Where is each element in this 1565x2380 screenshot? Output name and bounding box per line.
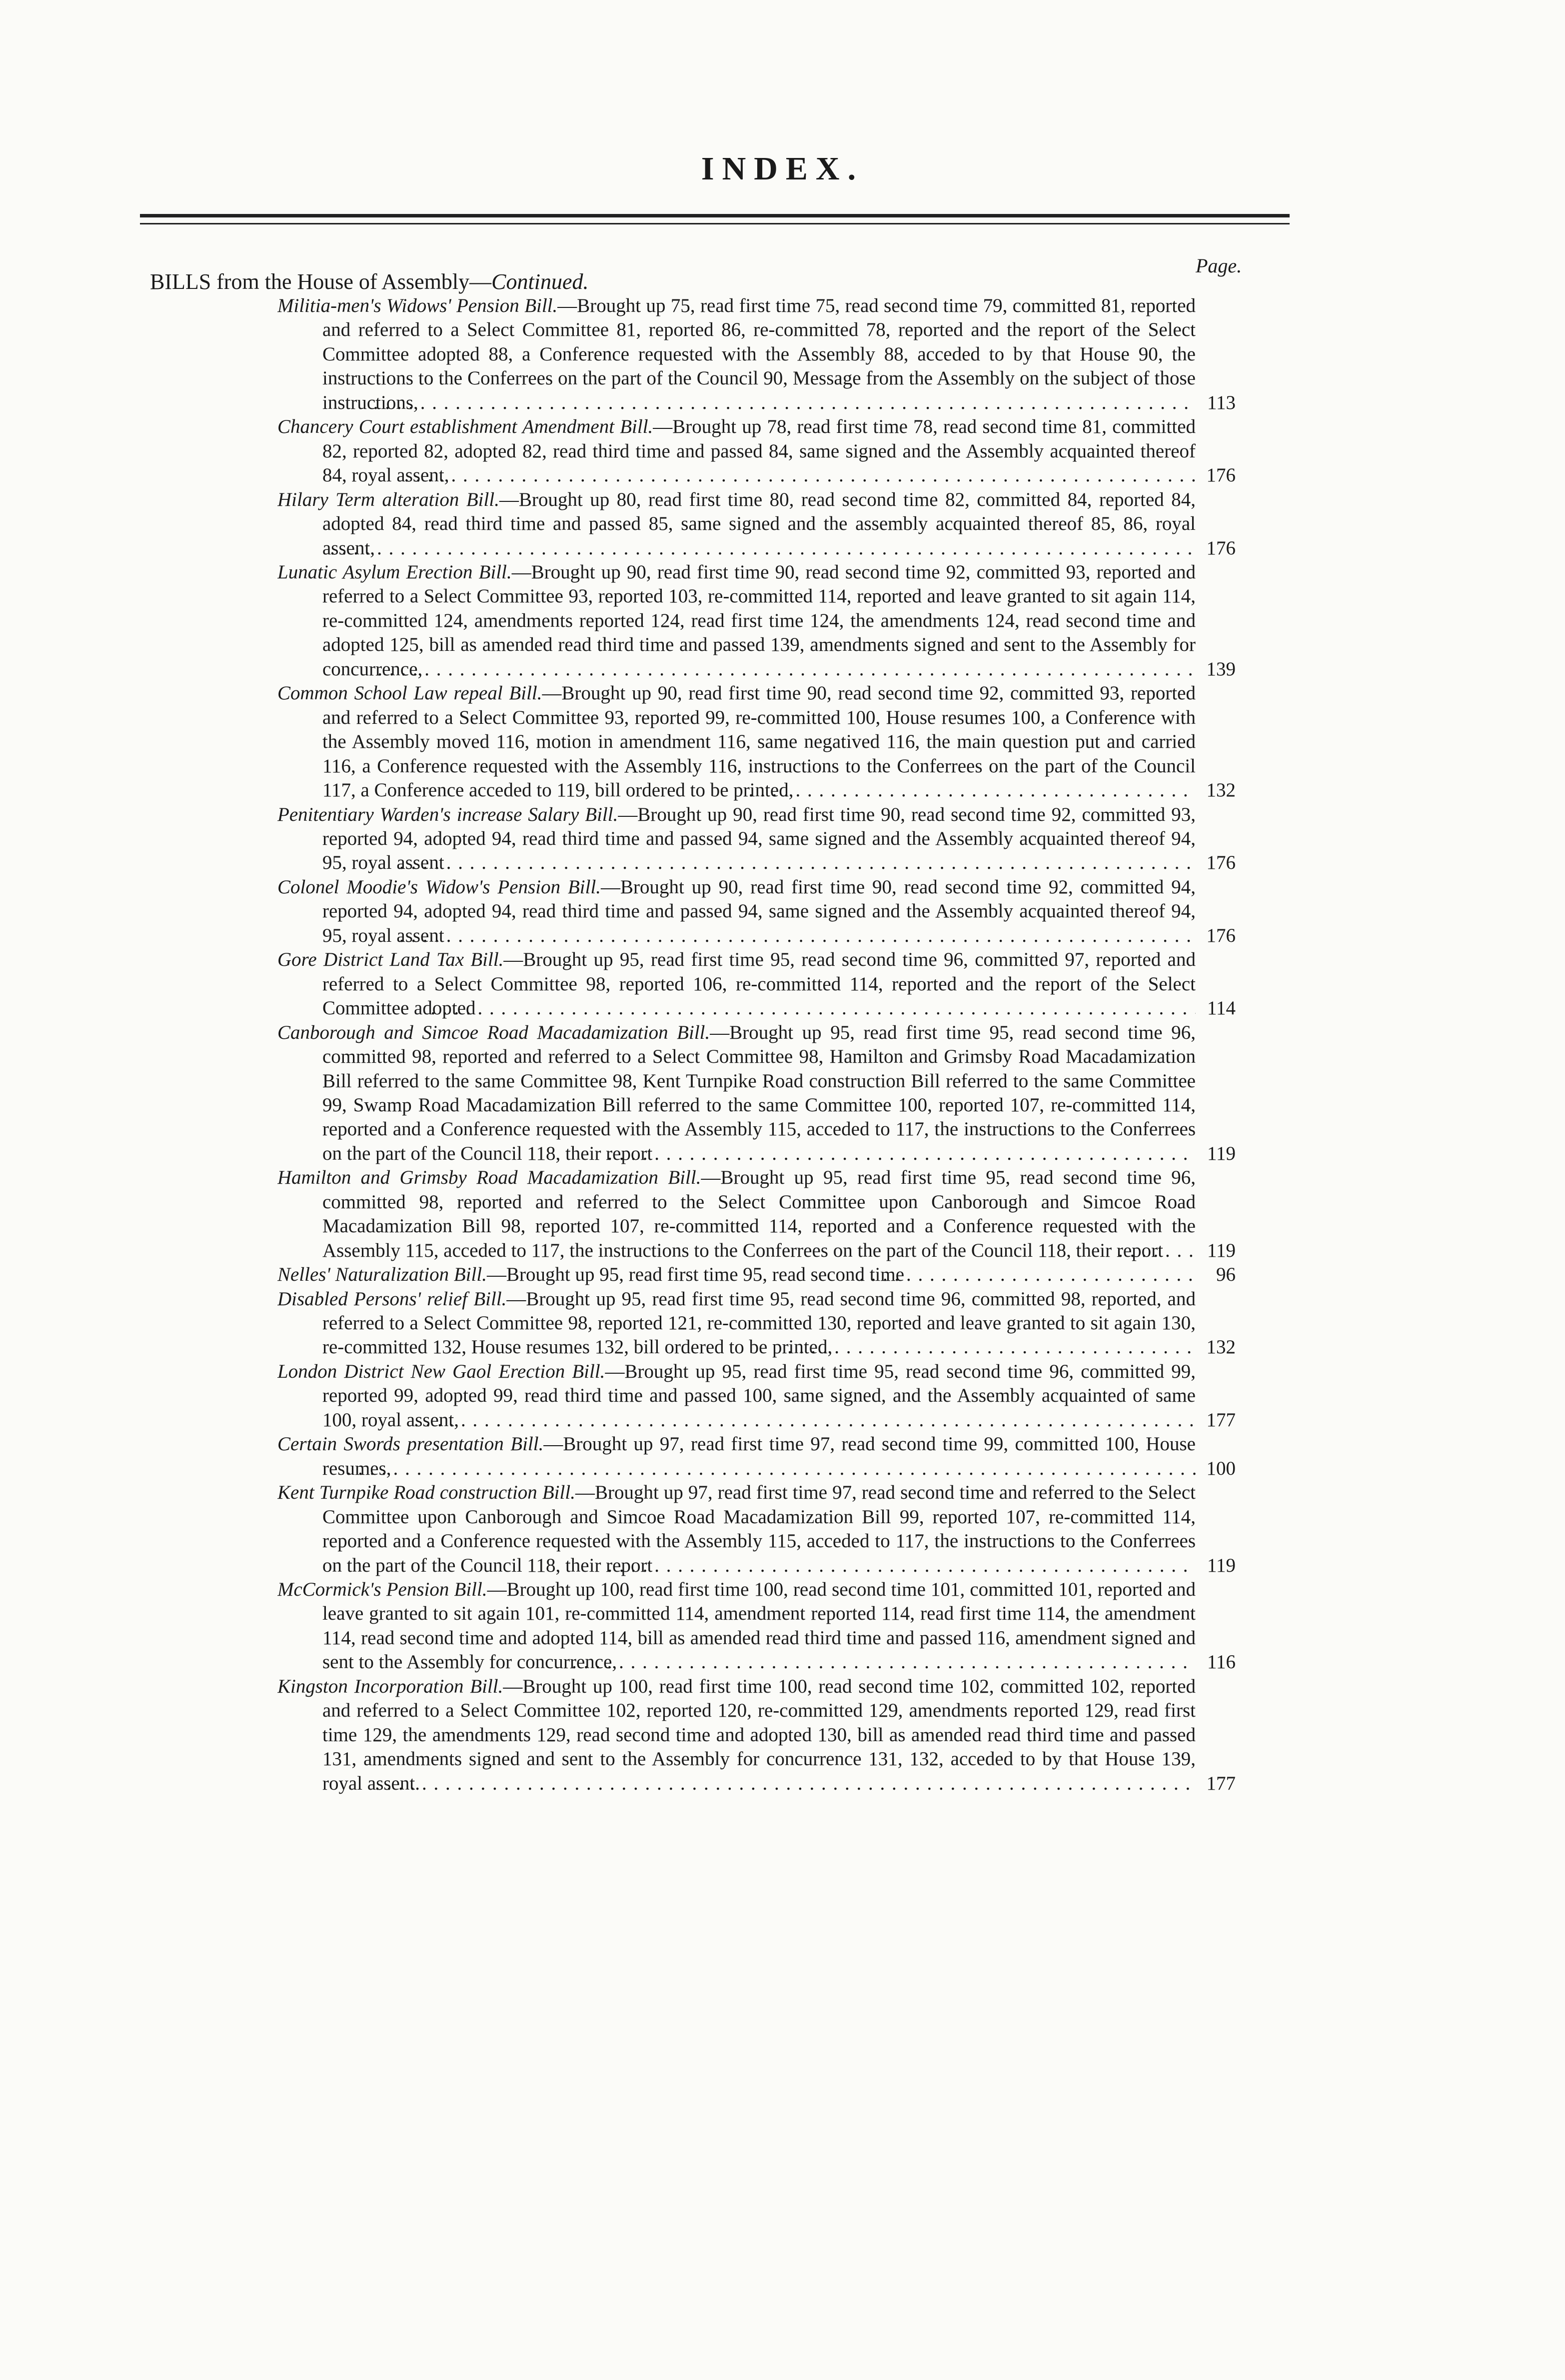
entry-details: —Brought up 97, read first time 97, read second time 99, committed 100, House resumes, [322,1433,1196,1479]
entry-details: —Brought up 90, read first time 90, read second time 92, committed 93, reported and referred to a Select Committee 93, reported 99, re-committed 100, House resumes 100, a Conference with the Assembly moved 116, motion in amendment 116, same negatived 116, the main question put and carried 116, a Conference requested with the Assembly 116, instructions to the Conferrees on the part of the Council 117, a Conference acceded to 119, bill ordered to be printed, [322,682,1196,801]
entry-text [277,560,1196,681]
entry-title: Colonel Moodie's Widow's Pension Bill. [277,876,601,898]
entry-details: —Brought up 80, read first time 80, read second time 82, committed 84, reported 84, adopted 84, read third time and passed 85, same signed and the assembly acquainted thereof 85, 86, royal assent, [322,488,1196,559]
index-entry [277,1481,1236,1578]
index-entry [277,1263,1236,1287]
entry-page-number: 116 [1207,1651,1236,1673]
entry-text [277,1481,1196,1578]
header-rule-thick [140,214,1290,217]
entry-page-number: 100 [1206,1457,1236,1479]
entry-text [277,1432,1196,1481]
entry-text [277,803,1196,875]
entry-page-number: 177 [1206,1772,1236,1794]
entry-title: Common School Law repeal Bill. [277,682,542,704]
entry-title: Kingston Incorporation Bill. [277,1675,503,1697]
entry-title: Militia-men's Widows' Pension Bill. [277,295,558,316]
section-heading [150,269,589,294]
entry-page-number: 119 [1207,1554,1236,1576]
index-entry [277,488,1236,560]
entry-title: Nelles' Naturalization Bill. [277,1264,487,1286]
entry-title: Kent Turnpike Road construction Bill. [277,1482,575,1504]
index-entry [277,560,1236,681]
entry-title: McCormick's Pension Bill. [277,1579,487,1601]
entry-title: Hamilton and Grimsby Road Macadamization Bill. [277,1167,701,1189]
entry-details: —Brought up 95, read first time 95, read second time 96, committed 98, reported and referred to a Select Committee 98, Hamilton and Grimsby Road Macadamization Bill referred to the same Committee 98, Kent Turnpike Road construction Bill referred to the same Committee 99, Swamp Road Macadamization Bill referred to the same Committee 100, reported 107, re-committed 114, reported and a Conference requested with the Assembly 115, acceded to 117, the instructions to the Conferrees on the part of the Council 118, their report [322,1021,1196,1164]
entry-page-number: 176 [1206,537,1236,559]
entry-details: —Brought up 95, read first time 95, read second time 96, committed 97, reported and referred to a Select Committee 98, reported 106, re-committed 114, reported and the report of the Select Committee adopted [322,949,1196,1019]
entry-text [277,1166,1196,1263]
page-column-label: Page. [1196,254,1242,277]
entry-page-number: 176 [1206,464,1236,486]
entry-page-number: 119 [1207,1239,1236,1261]
entry-details: —Brought up 95, read first time 95, read second time 96, committed 98, reported and referred to the Select Committee upon Canborough and Simcoe Road Macadamization Bill 98, reported 107, re-committed 114, reported and a Conference requested with the Assembly 115, acceded to 117, the instructions to the Conferrees on the part of the Council 118, their report [322,1167,1196,1261]
index-entry [277,1578,1236,1675]
section-heading-text: BILLS from the House of Assembly— [150,269,492,294]
entry-title: London District New Gaol Erection Bill. [277,1360,605,1382]
entry-page-number: 177 [1206,1409,1236,1431]
entry-title: Gore District Land Tax Bill. [277,949,504,971]
header-rule-thin [140,223,1290,224]
entry-details: —Brought up 90, read first time 90, read second time 92, committed 93, reported and referred to a Select Committee 93, reported 103, re-committed 114, reported and leave granted to sit again 114, re-committed 124, amendments reported 124, read first time 124, the amendments 124, read second time and adopted 125, bill as amended read third time and passed 139, amendments signed and sent to the Assembly for concurrence, [322,561,1196,680]
entry-details: —Brought up 100, read first time 100, read second time 102, committed 102, reported and referred to a Select Committee 102, reported 120, re-committed 129, amendments reported 129, read first time 129, the amendments 129, read second time and adopted 130, bill as amended read third time and passed 131, amendments signed and sent to the Assembly for concurrence 131, 132, acceded to by that House 139, royal assent. [322,1675,1196,1794]
index-entries [277,294,1236,1796]
entry-page-number: 132 [1206,779,1236,801]
entry-text [277,1675,1196,1796]
entry-text [277,875,1196,948]
index-entry [277,294,1236,415]
index-entry [277,681,1236,802]
entry-title: Lunatic Asylum Erection Bill. [277,561,512,583]
entry-page-number: 176 [1206,852,1236,874]
entry-page-number: 96 [1216,1264,1236,1286]
entry-title: Canborough and Simcoe Road Macadamization Bill. [277,1021,710,1043]
entry-page-number: 119 [1207,1142,1236,1164]
section-continued-label: Continued. [491,269,589,294]
entry-title: Chancery Court establishment Amendment Bill. [277,416,653,438]
entry-text [277,681,1196,802]
entry-text [277,1021,1196,1166]
index-entry [277,803,1236,875]
entry-text [277,1578,1196,1675]
entry-details: —Brought up 90, read first time 90, read second time 92, committed 93, reported 94, adopted 94, read third time and passed 94, same signed and the Assembly acquainted thereof 94, 95, royal assent [322,803,1196,874]
entry-details: —Brought up 95, read first time 95, read second time 96, committed 98, reported, and referred to a Select Committee 98, reported 121, re-committed 130, reported and leave granted to sit again 130, re-committed 132, House resumes 132, bill ordered to be printed, [322,1288,1196,1358]
entry-page-number: 139 [1206,658,1236,680]
index-entry [277,1021,1236,1166]
index-entry [277,948,1236,1020]
entry-title: Penitentiary Warden's increase Salary Bill. [277,803,618,825]
entry-text [277,488,1196,560]
entry-page-number: 114 [1207,997,1236,1019]
entry-details: —Brought up 95, read first time 95, read second time 96, committed 99, reported 99, adopted 99, read third time and passed 100, same signed, and the Assembly acquainted of same 100, royal assent, [322,1360,1196,1431]
index-entry [277,1360,1236,1432]
entry-page-number: 176 [1206,924,1236,946]
page-title: INDEX. [701,150,864,187]
entry-text [277,294,1196,415]
entry-title: Certain Swords presentation Bill. [277,1433,544,1455]
index-entry [277,1432,1236,1481]
entry-text [277,1263,1196,1287]
entry-details: —Brought up 95, read first time 95, read second time [486,1264,905,1286]
entry-page-number: 132 [1206,1336,1236,1358]
index-entry [277,875,1236,948]
entry-text [277,1360,1196,1432]
index-entry [277,1287,1236,1360]
entry-details: —Brought up 78, read first time 78, read second time 81, committed 82, reported 82, adopted 82, read third time and passed 84, same signed and the Assembly acquainted thereof 84, royal assent, [322,416,1196,486]
index-entry [277,1166,1236,1263]
entry-title: Disabled Persons' relief Bill. [277,1288,507,1310]
entry-details: —Brought up 75, read first time 75, read second time 79, committed 81, reported and referred to a Select Committee 81, reported 86, re-committed 78, reported and the report of the Select Committee adopted 88, a Conference requested with the Assembly 88, acceded to by that House 90, the instructions to the Conferrees on the part of the Council 90, Message from the Assembly on the subject of those instructions, [322,295,1196,413]
entry-details: —Brought up 90, read first time 90, read second time 92, committed 94, reported 94, adopted 94, read third time and passed 94, same signed and the Assembly acquainted thereof 94, 95, royal assent [322,876,1196,946]
entry-text [277,1287,1196,1360]
entry-text [277,415,1196,487]
entry-text [277,948,1196,1020]
entry-details: —Brought up 100, read first time 100, read second time 101, committed 101, reported and leave granted to sit again 101, re-committed 114, amendment reported 114, read first time 114, the amendment 114, read second time and adopted 114, bill as amended read third time and passed 116, amendment signed and sent to the Assembly for concurrence, [322,1579,1196,1673]
index-entry [277,1675,1236,1796]
entry-page-number: 113 [1207,391,1236,413]
entry-title: Hilary Term alteration Bill. [277,488,499,510]
entry-details: —Brought up 97, read first time 97, read second time and referred to the Select Committee upon Canborough and Simcoe Road Macadamization Bill 99, reported 107, re-committed 114, reported and a Conference requested with the Assembly 115, acceded to 117, the instructions to the Conferrees on the part of the Council 118, their report [322,1482,1196,1576]
index-entry [277,415,1236,487]
